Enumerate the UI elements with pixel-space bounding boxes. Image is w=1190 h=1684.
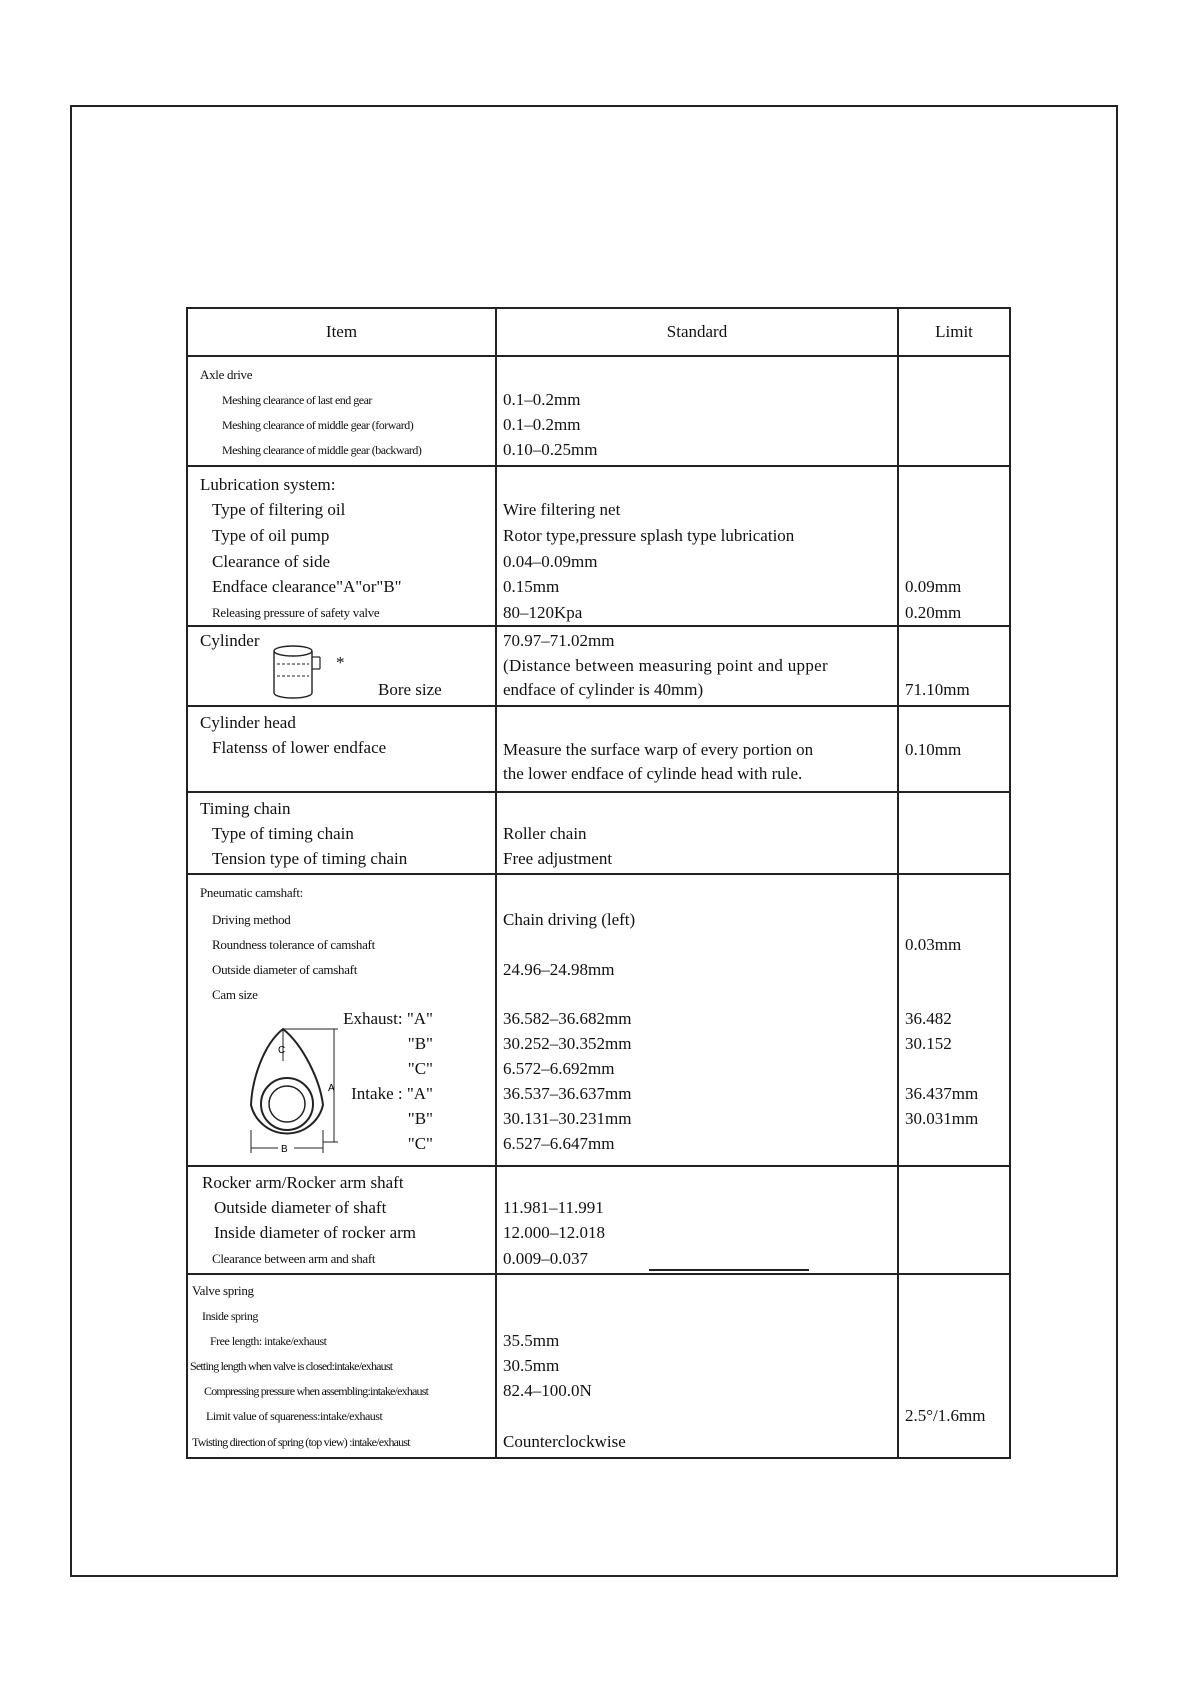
- cam-label-b: B: [281, 1144, 288, 1153]
- intake-limit-b: 30.031mm: [905, 1109, 979, 1128]
- valve-title: Valve spring: [192, 1283, 254, 1298]
- timing-standard-1: Roller chain: [503, 824, 587, 843]
- lubrication-title: Lubrication system:: [200, 475, 336, 494]
- valve-limit: 2.5°/1.6mm: [905, 1406, 986, 1425]
- valve-standard-2: 30.5mm: [503, 1356, 560, 1375]
- row-axle-drive: [187, 356, 1010, 466]
- rocker-standard-1: 11.981–11.991: [503, 1198, 604, 1217]
- cylinder-head-standard-1: Measure the surface warp of every portion on: [503, 740, 814, 759]
- camshaft-item-3: Outside diameter of camshaft: [212, 962, 358, 977]
- cam-label-c: C: [278, 1045, 286, 1056]
- axle-item-3: Meshing clearance of middle gear (backward): [222, 443, 422, 457]
- rocker-item-1: Outside diameter of shaft: [214, 1198, 387, 1217]
- valve-item-3: Setting length when valve is closed:intake/exhaust: [190, 1359, 393, 1373]
- rocker-underline: [649, 1269, 809, 1271]
- camshaft-title: Pneumatic camshaft:: [200, 885, 303, 900]
- row-cylinder: [187, 626, 1010, 706]
- axle-standard-3: 0.10–0.25mm: [503, 440, 598, 459]
- intake-label-b: "B": [407, 1109, 433, 1128]
- lubrication-standard-3: 0.04–0.09mm: [503, 552, 598, 571]
- exhaust-standard-c: 6.572–6.692mm: [503, 1059, 615, 1078]
- row-valve-spring: [187, 1274, 1010, 1458]
- cylinder-diagram: [272, 645, 332, 703]
- rocker-standard-3: 0.009–0.037: [503, 1249, 588, 1268]
- spec-table: [186, 307, 1011, 1459]
- intake-label-c: "C": [407, 1134, 433, 1153]
- lubrication-item-3: Clearance of side: [212, 552, 330, 571]
- lubrication-item-2: Type of oil pump: [212, 526, 330, 545]
- exhaust-label-b: "B": [407, 1034, 433, 1053]
- camshaft-standard-driving: Chain driving (left): [503, 910, 636, 929]
- row-timing-chain: [187, 792, 1010, 874]
- lubrication-standard-4: 0.15mm: [503, 577, 560, 596]
- lubrication-standard-1: Wire filtering net: [503, 500, 621, 519]
- exhaust-limit-b: 30.152: [905, 1034, 952, 1053]
- cam-lobe-diagram: [238, 1025, 348, 1153]
- intake-limit-a: 36.437mm: [905, 1084, 979, 1103]
- valve-item-4: Compressing pressure when assembling:intake/exhaust: [204, 1384, 429, 1398]
- cylinder-star: *: [336, 653, 345, 672]
- lubrication-limit-1: 0.09mm: [905, 577, 962, 596]
- axle-title: Axle drive: [200, 367, 253, 382]
- exhaust-limit-a: 36.482: [905, 1009, 952, 1028]
- lubrication-item-4: Endface clearance"A"or"B": [212, 577, 402, 596]
- valve-item-6: Twisting direction of spring (top view) :intake/exhaust: [192, 1435, 410, 1449]
- axle-item-1: Meshing clearance of last end gear: [222, 393, 372, 407]
- exhaust-label-c: "C": [407, 1059, 433, 1078]
- intake-standard-c: 6.527–6.647mm: [503, 1134, 615, 1153]
- valve-item-2: Free length: intake/exhaust: [210, 1334, 327, 1348]
- cylinder-standard-2: (Distance between measuring point and upper: [503, 656, 828, 675]
- lubrication-standard-5: 80–120Kpa: [503, 603, 583, 622]
- camshaft-item-1: Driving method: [212, 912, 291, 927]
- intake-label-a: Intake : "A": [351, 1084, 433, 1103]
- valve-standard-3: 82.4–100.0N: [503, 1381, 592, 1400]
- exhaust-label-a: Exhaust: "A": [343, 1009, 433, 1028]
- cylinder-head-limit: 0.10mm: [905, 740, 962, 759]
- rocker-item-3: Clearance between arm and shaft: [212, 1251, 376, 1266]
- header-item: Item: [187, 308, 496, 356]
- camshaft-standard-outside-diameter: 24.96–24.98mm: [503, 960, 615, 979]
- rocker-item-2: Inside diameter of rocker arm: [214, 1223, 417, 1242]
- cam-label-a: A: [328, 1083, 335, 1094]
- axle-standard-1: 0.1–0.2mm: [503, 390, 581, 409]
- header-standard: Standard: [496, 308, 898, 356]
- exhaust-standard-a: 36.582–36.682mm: [503, 1009, 632, 1028]
- rocker-standard-2: 12.000–12.018: [503, 1223, 605, 1242]
- cylinder-head-title: Cylinder head: [200, 713, 296, 732]
- exhaust-standard-b: 30.252–30.352mm: [503, 1034, 632, 1053]
- timing-title: Timing chain: [200, 799, 291, 818]
- rocker-title: Rocker arm/Rocker arm shaft: [202, 1173, 404, 1192]
- valve-item-5: Limit value of squareness:intake/exhaust: [206, 1409, 383, 1423]
- row-lubrication: [187, 466, 1010, 626]
- valve-item-1: Inside spring: [202, 1309, 258, 1323]
- axle-standard-2: 0.1–0.2mm: [503, 415, 581, 434]
- camshaft-item-2: Roundness tolerance of camshaft: [212, 937, 375, 952]
- row-camshaft: [187, 874, 1010, 1166]
- header-limit: Limit: [898, 308, 1010, 356]
- valve-standard-1: 35.5mm: [503, 1331, 560, 1350]
- timing-standard-2: Free adjustment: [503, 849, 613, 868]
- cylinder-head-item: Flatenss of lower endface: [212, 738, 387, 757]
- camshaft-item-4: Cam size: [212, 987, 258, 1002]
- cylinder-standard-1: 70.97–71.02mm: [503, 631, 615, 650]
- lubrication-standard-2: Rotor type,pressure splash type lubrication: [503, 526, 795, 545]
- row-cylinder-head: [187, 706, 1010, 792]
- intake-standard-a: 36.537–36.637mm: [503, 1084, 632, 1103]
- cylinder-bore-label: Bore size: [378, 680, 442, 699]
- lubrication-item-1: Type of filtering oil: [212, 500, 346, 519]
- intake-standard-b: 30.131–30.231mm: [503, 1109, 632, 1128]
- timing-item-1: Type of timing chain: [212, 824, 354, 843]
- camshaft-limit-roundness: 0.03mm: [905, 935, 962, 954]
- cylinder-standard-3: endface of cylinder is 40mm): [503, 680, 704, 699]
- valve-standard-4: Counterclockwise: [503, 1432, 626, 1451]
- cylinder-title: Cylinder: [200, 631, 260, 650]
- axle-item-2: Meshing clearance of middle gear (forward): [222, 418, 414, 432]
- lubrication-item-5: Releasing pressure of safety valve: [212, 605, 380, 620]
- row-rocker-arm: [187, 1166, 1010, 1274]
- header-row: [187, 308, 1010, 356]
- timing-item-2: Tension type of timing chain: [212, 849, 408, 868]
- cylinder-head-standard-2: the lower endface of cylinde head with rule.: [503, 764, 803, 783]
- lubrication-limit-2: 0.20mm: [905, 603, 962, 622]
- cylinder-limit: 71.10mm: [905, 680, 970, 699]
